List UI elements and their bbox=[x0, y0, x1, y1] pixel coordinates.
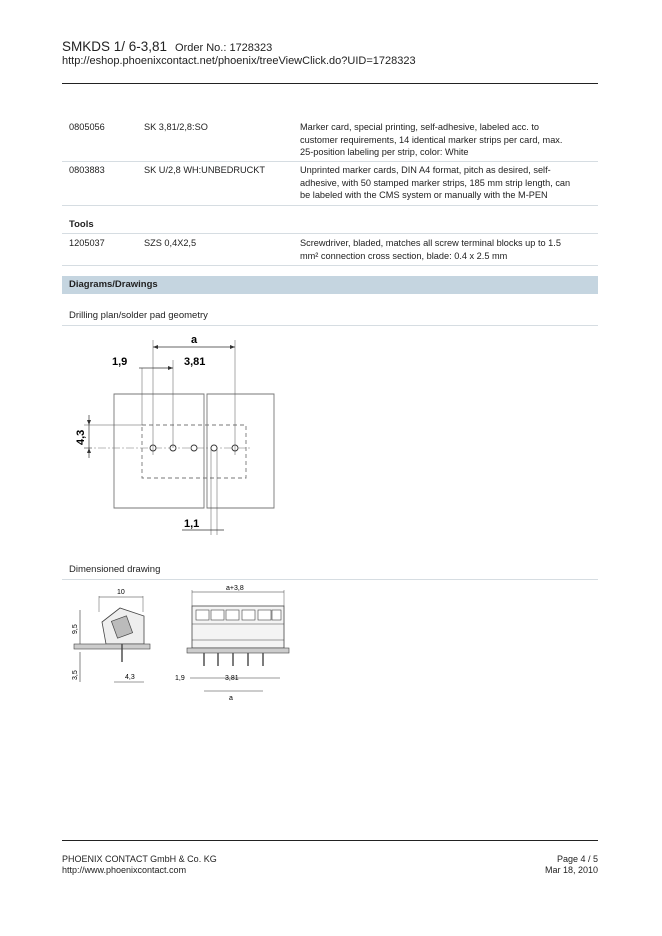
product-url[interactable]: http://eshop.phoenixcontact.net/phoenix/treeViewClick.do?UID=1728323 bbox=[62, 55, 416, 67]
order-no-cell: 0805056 bbox=[69, 122, 105, 132]
order-no-cell: 0803883 bbox=[69, 165, 105, 175]
dim-label-1-9: 1,9 bbox=[175, 675, 185, 682]
diagrams-section-bar bbox=[62, 276, 598, 294]
table-row bbox=[62, 237, 598, 263]
description-cell: Unprinted marker cards, DIN A4 format, pitch as desired, self- adhesive, with 50 stamped marker strips, 185 mm strip length, can be labeled with the CMS system or manually with the M-PEN bbox=[300, 165, 571, 200]
dim-label-9-5: 9,5 bbox=[72, 624, 79, 634]
dim-label-10: 10 bbox=[117, 589, 125, 596]
header-divider bbox=[62, 83, 598, 84]
row-divider bbox=[62, 233, 598, 234]
drilling-plan-drawing bbox=[62, 330, 302, 540]
type-cell: SK U/2,8 WH:UNBEDRUCKT bbox=[144, 165, 265, 175]
footer-site-link[interactable]: http://www.phoenixcontact.com bbox=[62, 865, 187, 875]
type-cell: SK 3,81/2,8:SO bbox=[144, 122, 208, 132]
dim-label-a: a bbox=[191, 334, 198, 346]
type-cell: SZS 0,4X2,5 bbox=[144, 238, 197, 248]
tools-heading: Tools bbox=[69, 219, 94, 230]
table-row bbox=[62, 121, 598, 159]
dimensioned-caption: Dimensioned drawing bbox=[69, 564, 161, 575]
dim-label-3-5: 3,5 bbox=[72, 670, 79, 680]
dim-label-4-3: 4,3 bbox=[75, 429, 87, 445]
dim-label-3-81: 3,81 bbox=[225, 675, 239, 682]
dim-label-a-plus-3-8: a+3,8 bbox=[226, 585, 244, 592]
footer-date: Mar 18, 2010 bbox=[544, 865, 598, 875]
footer-company: PHOENIX CONTACT GmbH & Co. KG bbox=[62, 854, 217, 864]
page-title bbox=[62, 39, 272, 54]
pad-hole bbox=[211, 445, 217, 451]
dim-label-1-1: 1,1 bbox=[184, 518, 200, 530]
row-divider bbox=[62, 265, 598, 266]
diagrams-heading: Diagrams/Drawings bbox=[69, 279, 158, 290]
dim-label-4-3: 4,3 bbox=[125, 674, 135, 681]
description-cell: Screwdriver, bladed, matches all screw terminal blocks up to 1.5 mm² connection cross section, blade: 0.4 x 2.5 mm bbox=[300, 238, 561, 261]
dimensioned-drawing bbox=[62, 582, 302, 704]
row-divider bbox=[62, 161, 598, 162]
page-number: Page 4 / 5 bbox=[556, 854, 598, 864]
order-number: Order No.: 1728323 bbox=[175, 42, 273, 54]
footer-left bbox=[62, 854, 217, 876]
footer-divider bbox=[62, 840, 598, 841]
dim-label-3-81: 3,81 bbox=[184, 356, 206, 368]
description-cell: Marker card, special printing, self-adhesive, labeled acc. to customer requirements, 14 identical marker strips per card, max. 25-position labeling per strip, color: White bbox=[300, 122, 563, 157]
row-divider bbox=[62, 205, 598, 206]
table-row bbox=[62, 164, 598, 202]
product-name: SMKDS 1/ 6-3,81 bbox=[62, 39, 168, 54]
drilling-caption: Drilling plan/solder pad geometry bbox=[69, 310, 208, 321]
caption-divider bbox=[62, 579, 598, 580]
caption-divider bbox=[62, 325, 598, 326]
dim-label-a: a bbox=[229, 695, 233, 702]
footer-right bbox=[545, 854, 598, 876]
order-no-cell: 1205037 bbox=[69, 238, 105, 248]
dim-label-1-9: 1,9 bbox=[112, 356, 128, 368]
pad-hole bbox=[191, 445, 197, 451]
